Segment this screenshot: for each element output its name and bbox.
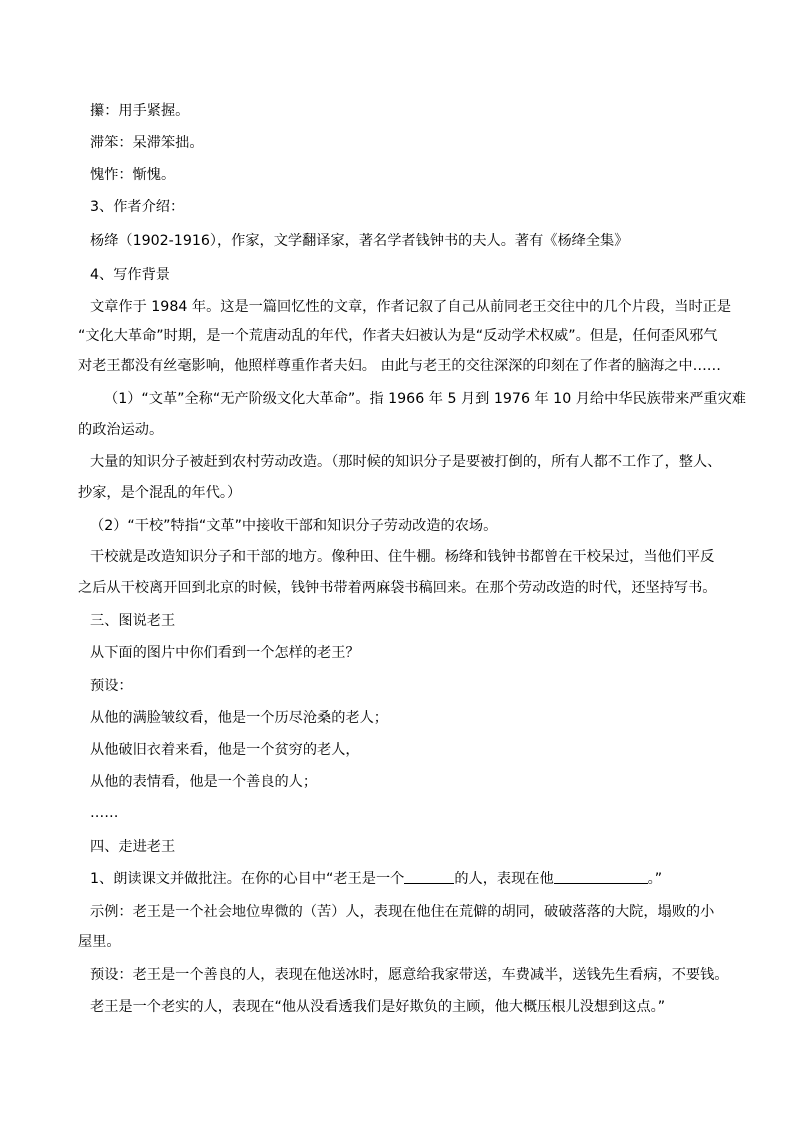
preset-expression: 从他的表情看，他是一个善良的人； (90, 774, 318, 790)
definition-zuan: 攥：用手紧握。 (90, 103, 190, 119)
section-author-intro: 3、作者介绍： (90, 199, 185, 215)
preset-clothes: 从他破旧衣着来看，他是一个贫穷的老人， (90, 742, 360, 758)
task-1-line (90, 868, 662, 890)
section-picture-talk: 三、图说老王 (90, 613, 176, 629)
section-writing-background: 4、写作背景 (90, 267, 170, 283)
author-intro-text: 杨绛（1902-1916），作家，文学翻译家，著名学者钱钟书的夫人。著有《杨绛全集》 (90, 233, 629, 249)
note-1-line-1: （1）“文革”全称“无产阶级文化大革命”。指 1966 年 5 月到 1976 年 10 月给中华民族带来严重灾难 (104, 391, 746, 407)
background-line-3: 对老王都没有丝毫影响，他照样尊重作者夫妇。 由此与老王的交往深深的印刻在了作者的脑海之中…… (78, 358, 721, 374)
example-line-1: 示例：老王是一个社会地位卑微的（苦）人，表现在他住在荒僻的胡同，破破落落的大院，塌败的小 (90, 904, 715, 920)
background-line-2: “文化大革命”时期，是一个荒唐动乱的年代，作者夫妇被认为是“反动学术权威”。但是，任何歪风邪气 (78, 328, 718, 344)
fill-blank-1[interactable] (404, 869, 454, 884)
intellectuals-line-2: 抄家，是个混乱的年代。） (78, 485, 242, 501)
example-line-2: 屋里。 (78, 934, 121, 950)
task-1-part-1: 1、朗读课文并做批注。在你的心目中“老王是一个 (90, 871, 405, 887)
preset-honest: 老王是一个老实的人，表现在“他从没看透我们是好欺负的主顾，他大概压根儿没想到这点。” (90, 999, 666, 1015)
definition-zhiben: 滞笨：呆滞笨拙。 (90, 135, 204, 151)
background-line-1: 文章作于 1984 年。这是一篇回忆性的文章，作者记叙了自己从前同老王交往中的几个片段，当时正是 (90, 299, 732, 315)
preset-kind: 预设：老王是一个善良的人，表现在他送冰时，愿意给我家带送，车费减半，送钱先生看病，不要钱。 (90, 967, 729, 983)
ganxiao-line-2: 之后从干校离开回到北京的时候，钱钟书带着两麻袋书稿回来。在那个劳动改造的时代，还坚持写书。 (78, 580, 717, 596)
note-1-line-2: 的政治运动。 (78, 422, 164, 438)
task-1-part-2: 的人，表现在他 (454, 871, 554, 887)
note-2: （2）“干校”特指“文革”中接收干部和知识分子劳动改造的农场。 (90, 518, 498, 534)
preset-label: 预设： (90, 678, 133, 694)
ganxiao-line-1: 干校就是改造知识分子和干部的地方。像种田、住牛棚。杨绛和钱钟书都曾在干校呆过，当他们平反 (90, 549, 715, 565)
ellipsis: …… (90, 805, 119, 821)
intellectuals-line-1: 大量的知识分子被赶到农村劳动改造。（那时候的知识分子是要被打倒的，所有人都不工作了，整人、 (90, 454, 722, 470)
section-approach-laowang: 四、走进老王 (90, 839, 176, 855)
task-1-part-3: 。” (647, 871, 663, 887)
fill-blank-2[interactable] (554, 869, 648, 884)
picture-question: 从下面的图片中你们看到一个怎样的老王？ (90, 645, 360, 661)
definition-kuizuo: 愧怍：惭愧。 (90, 167, 176, 183)
preset-wrinkles: 从他的满脸皱纹看，他是一个历尽沧桑的老人； (90, 710, 388, 726)
